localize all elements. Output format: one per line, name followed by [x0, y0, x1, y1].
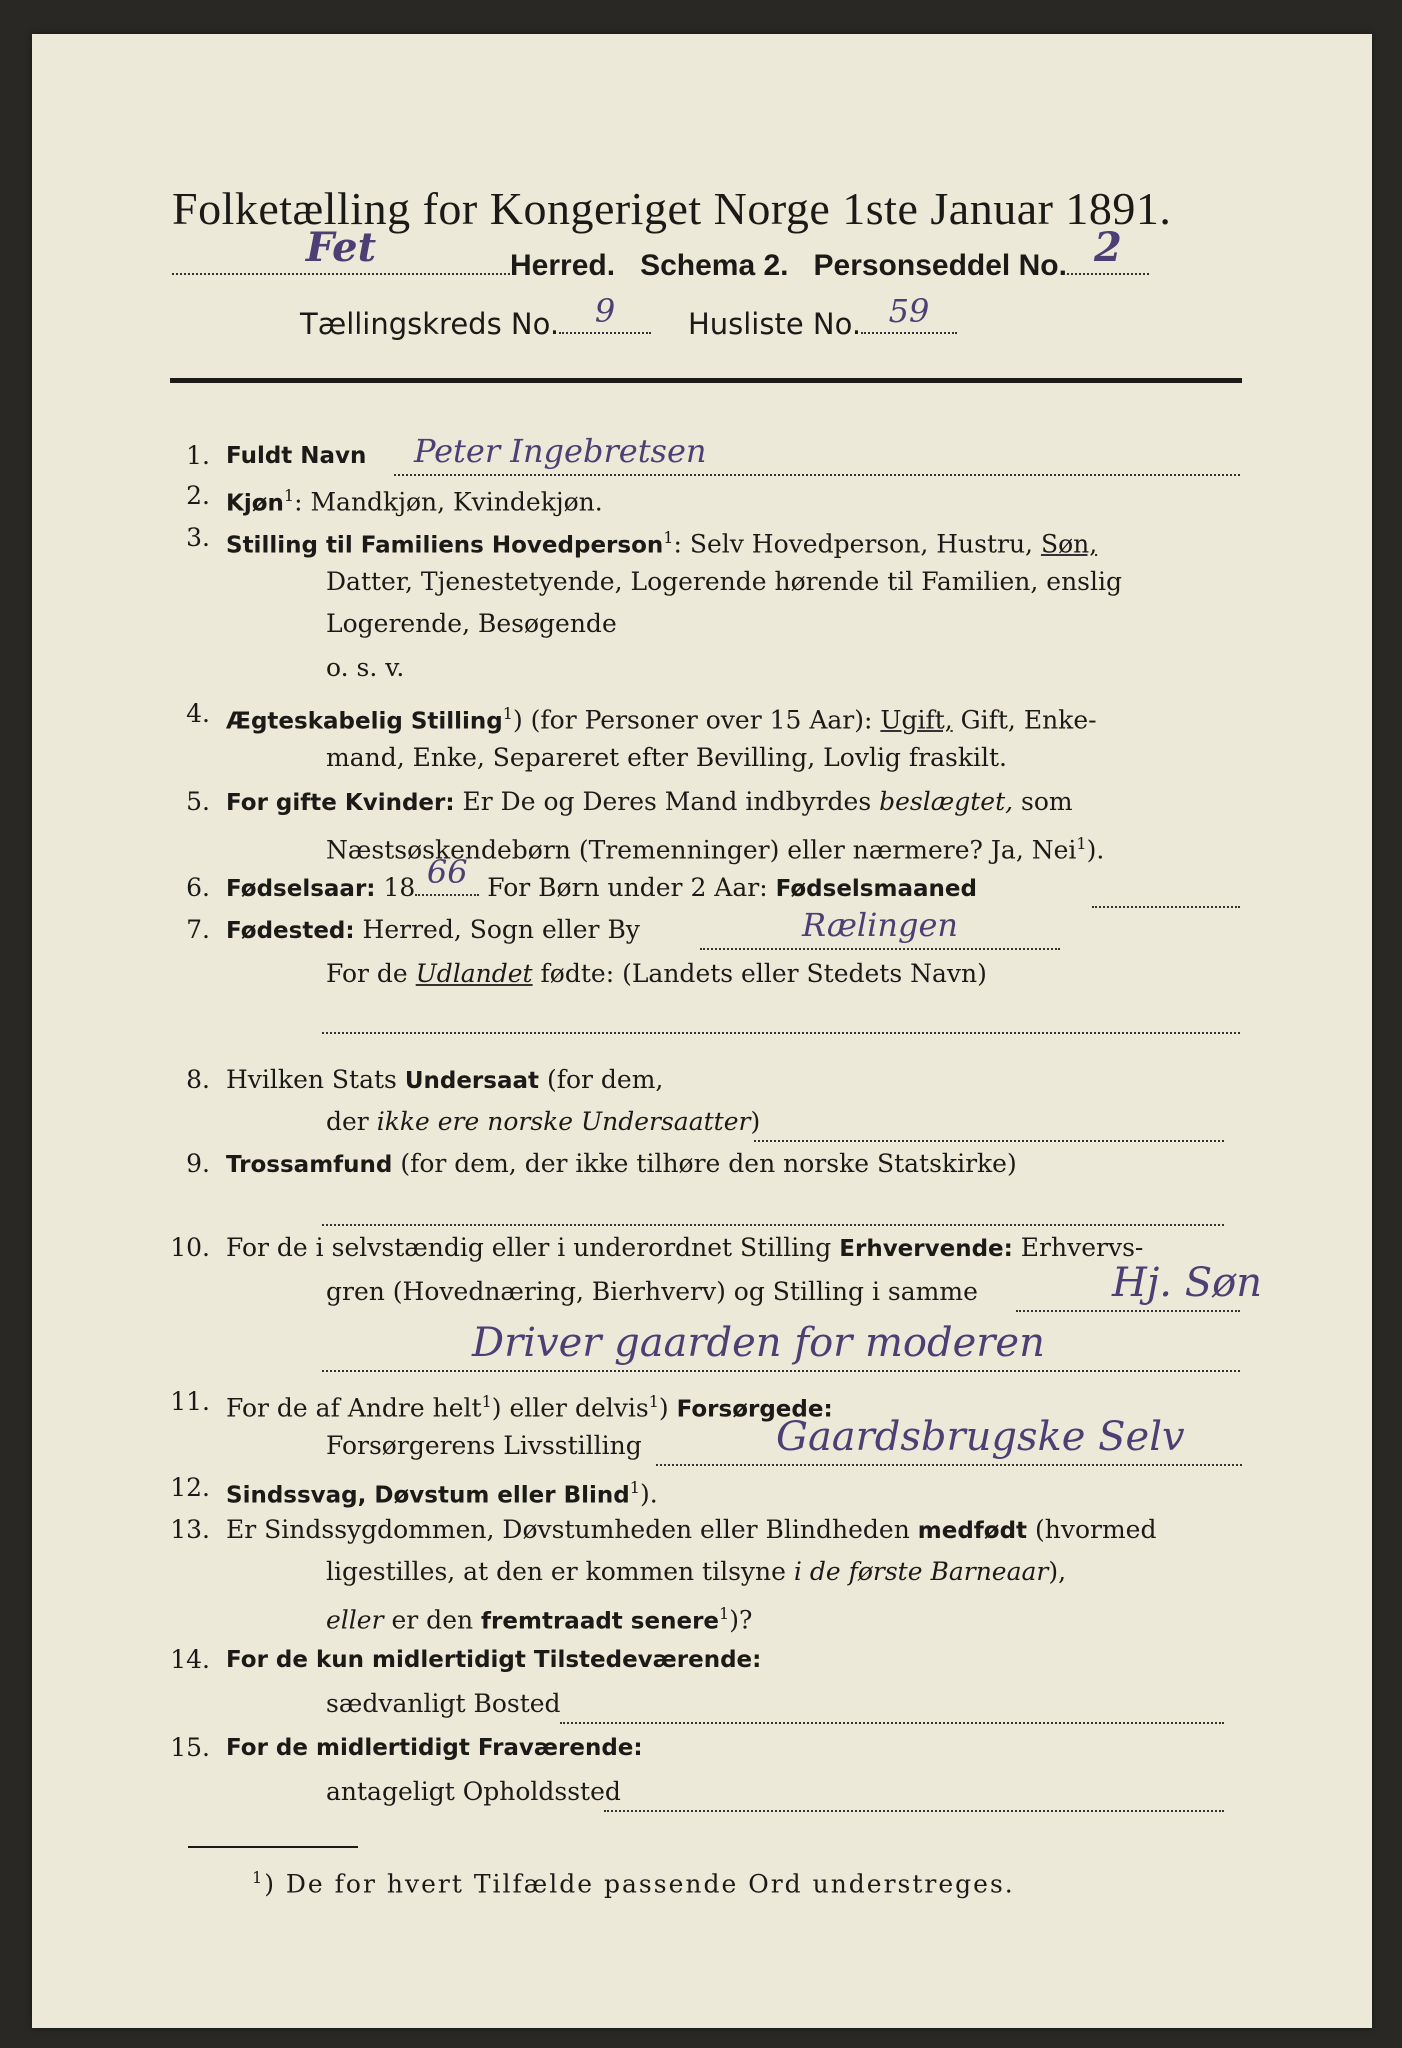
item-text: Er De og Deres Mand indbyrdes	[454, 787, 880, 816]
item-label: Fødselsmaaned	[775, 876, 977, 902]
item-text: ).	[639, 1479, 658, 1509]
personseddel-field	[1067, 224, 1149, 275]
item-number: 12.	[170, 1473, 210, 1502]
kreds-label: Tællingskreds No.	[300, 307, 560, 342]
superscript: 1	[252, 1868, 265, 1887]
item-3-line-2: Datter, Tjenestetyende, Logerende hørende til Familien, enslig	[326, 567, 1123, 596]
item-label: Sindssvag, Døvstum eller Blind	[226, 1482, 630, 1509]
item-text: For de af Andre helt	[226, 1393, 482, 1423]
item-text: der	[326, 1107, 377, 1136]
birth-month-field	[1092, 870, 1240, 908]
item-8-line-2	[326, 1102, 760, 1142]
item-text: ligestilles, at den er kommen tilsyne	[326, 1557, 794, 1586]
item-text: For de i selvstændig eller i underordnet Stilling	[226, 1233, 840, 1262]
item-text: er den	[383, 1605, 482, 1635]
item-label: Forsørgede:	[676, 1396, 833, 1423]
item-text-italic: eller	[326, 1605, 384, 1635]
name-field	[394, 432, 1240, 476]
superscript: 1	[481, 1392, 492, 1411]
item-number: 3.	[186, 523, 210, 552]
item-number: 2.	[186, 481, 210, 510]
usual-residence-field	[560, 1686, 1224, 1724]
item-text: ) (for Personer over 15 Aar):	[512, 705, 881, 735]
superscript: 1	[1076, 834, 1087, 853]
footnote-text: ) De for hvert Tilfælde passende Ord understreges.	[264, 1869, 1015, 1899]
item-5-line-2: Næstsøskendebørn (Tremenninger) eller nærmere? Ja, Nei$^1$).	[326, 834, 1105, 865]
item-text: Er Sindssygdommen, Døvstumheden eller Blindheden	[226, 1515, 918, 1544]
item-text: Gift, Enke-	[952, 705, 1097, 735]
item-text: For Børn under 2 Aar:	[479, 873, 776, 902]
item-text: (for dem,	[539, 1065, 664, 1094]
underlined-option: Ugift,	[880, 705, 953, 735]
item-number: 8.	[186, 1065, 210, 1094]
item-text: som	[1013, 787, 1073, 816]
item-number: 14.	[170, 1645, 210, 1674]
superscript: 1	[502, 704, 513, 723]
item-3-line-3: Logerende, Besøgende	[326, 609, 617, 638]
item-text-italic: i de første Barneaar	[793, 1557, 1049, 1586]
herred-field	[172, 224, 510, 275]
item-label: Kjøn	[226, 490, 284, 517]
census-form: Folketælling for Kongeriget Norge 1ste Januar 1891. Fet Herred. Schema 2. Personseddel No. 2 Tællingskreds No. 9 Husliste No. 59 1. Fuldt Navn Peter Ingebretsen 2. Kjøn$^1$: Mandkjøn, Kvindekjøn. 3. Stilling til Familiens Hovedperson$^1$: Selv Hovedperson, Hustru, Søn, Datter, Tjenestetyende, Logerende hørende til Familien, enslig Logerende, Besøgende o. s. v. 4. Ægteskabelig Stilling$^1$) (for Personer over 15 Aar): Ugift, Gift, Enke- mand, Enke, Separeret efter Bevilling, Lovlig fraskilt. 5. For gifte Kvinder: Er De og Deres Mand indbyrdes beslægtet, som Næstsøskendebørn (Tremenninger) eller nærmere? Ja, Nei$^1$). 6. Fødselsaar: 18 66 For Børn under 2 Aar: Fødselsmaaned 7. Fødested: Herred, Sogn eller By Rælingen For de Udlandet fødte: (Landets eller Stedets Navn) 8. Hvilken Stats Undersaat (for dem, der ikke ere norske Undersaatter) 9. Trossamfund (for dem, der ikke tilhøre den norske Statskirke) 10. For de i selvstændig eller i underordnet Stilling Erhvervende: Erhvervs- gren (Hovednæring, Bierhverv) og Stilling i samme Hj. Søn Driver gaarden for moderen 11. For de af Andre helt$^1$) eller delvis$^1$) Forsørgede: Forsørgerens Livsstilling Gaardsbrugske Selv 12. Sindssvag, Døvstum eller Blind$^1$). 13. Er Sindssygdommen, Døvstumheden eller Blindheden medfødt (hvormed ligestilles, at den er kommen tilsyne i de første Barneaar), eller er den fremtraadt senere$^1$)? 14. For de kun midlertidigt Tilstedeværende: sædvanligt Bosted 15. For de midlertidigt Fraværende: antageligt Opholdssted $^1$) De for hvert Tilfælde passende Ord understreges.	[32, 34, 1372, 2028]
husliste-field	[861, 292, 957, 334]
provider-value: Gaardsbrugske Selv	[776, 1414, 1185, 1460]
footnote-divider	[188, 1846, 358, 1848]
item-label: For de midlertidigt Fraværende:	[226, 1735, 643, 1761]
personseddel-value: 2	[1093, 224, 1122, 271]
foreign-birthplace-field	[322, 996, 1240, 1034]
kreds-field	[559, 292, 651, 334]
item-number: 6.	[186, 873, 210, 902]
item-label: Undersaat	[404, 1068, 539, 1094]
birthplace-field	[700, 906, 1060, 950]
item-text: Erhvervs-	[1012, 1233, 1144, 1262]
item-4-line-2: mand, Enke, Separeret efter Bevilling, Lovlig fraskilt.	[326, 743, 1007, 772]
item-label: medfødt	[917, 1518, 1028, 1544]
herred-value: Fet	[305, 224, 377, 271]
item-label: For gifte Kvinder:	[226, 790, 455, 816]
occupation-value-1: Hj. Søn	[1112, 1260, 1262, 1306]
item-text: Herred, Sogn eller By	[354, 915, 640, 944]
item-label: For de kun midlertidigt Tilstedeværende:	[226, 1647, 762, 1673]
footnote	[252, 1868, 1015, 1898]
occupation-field-2	[322, 1320, 1240, 1372]
birthplace-value: Rælingen	[801, 906, 958, 944]
item-label: Ægteskabelig Stilling	[226, 708, 503, 735]
item-14-line-2: sædvanligt Bosted	[326, 1689, 561, 1718]
item-number: 11.	[170, 1387, 210, 1416]
header-line-2	[300, 292, 957, 342]
item-label: Fødested:	[226, 918, 355, 944]
occupation-field-1	[1016, 1260, 1262, 1312]
item-number: 7.	[186, 915, 210, 944]
item-label: Stilling til Familiens Hovedperson	[226, 532, 664, 559]
superscript: 1	[648, 1392, 659, 1411]
item-label: Fødselsaar:	[226, 876, 376, 902]
schema-label: Schema 2.	[640, 249, 789, 282]
item-label: Erhvervende:	[839, 1236, 1013, 1262]
provider-field	[656, 1414, 1242, 1466]
item-text: fødte: (Landets eller Stedets Navn)	[532, 959, 987, 988]
superscript: 1	[629, 1478, 640, 1497]
item-number: 1.	[186, 441, 210, 470]
current-location-field	[604, 1774, 1224, 1812]
husliste-value: 59	[888, 292, 930, 331]
item-label: Trossamfund	[226, 1152, 393, 1178]
item-number: 9.	[186, 1149, 210, 1178]
item-label: fremtraadt senere	[481, 1608, 720, 1635]
item-text: )?	[729, 1605, 753, 1635]
item-number: 15.	[170, 1733, 210, 1762]
item-text-italic: Udlandet	[415, 959, 533, 988]
birth-year-value: 66	[426, 853, 468, 891]
religion-field	[322, 1188, 1224, 1226]
item-11-line-2: Forsørgerens Livsstilling	[326, 1431, 642, 1460]
item-number: 13.	[170, 1515, 210, 1544]
item-text: Hvilken Stats	[226, 1065, 405, 1094]
birth-year-field	[415, 853, 479, 896]
item-13-line-2	[326, 1552, 1066, 1592]
item-text-italic: ikke ere norske Undersaatter	[376, 1107, 751, 1136]
item-text: : Mandkjøn, Kvindekjøn.	[294, 487, 603, 517]
header-line-1	[172, 224, 1149, 283]
name-value: Peter Ingebretsen	[414, 432, 707, 470]
underlined-option: Søn,	[1040, 529, 1098, 559]
year-prefix: 18	[375, 873, 416, 902]
item-text: : Selv Hovedperson, Hustru,	[673, 529, 1041, 559]
husliste-label: Husliste No.	[687, 307, 862, 342]
item-text: ) eller delvis	[491, 1393, 649, 1423]
item-text-italic: beslægtet,	[879, 787, 1014, 816]
personseddel-label: Personseddel No.	[813, 249, 1067, 282]
item-10-line-2: gren (Hovednæring, Bierhverv) og Stilling i samme	[326, 1277, 978, 1306]
item-text: (hvormed	[1027, 1515, 1157, 1544]
item-number: 10.	[170, 1233, 210, 1262]
superscript: 1	[719, 1604, 730, 1623]
item-text: (for dem, der ikke tilhøre den norske Statskirke)	[392, 1149, 1017, 1178]
form-title: Folketælling for Kongeriget Norge 1ste Januar 1891.	[172, 183, 1172, 234]
kreds-value: 9	[594, 292, 616, 331]
item-label: Fuldt Navn	[226, 443, 367, 469]
item-text: For de	[326, 959, 416, 988]
item-15-line-2: antageligt Opholdssted	[326, 1777, 621, 1806]
superscript: 1	[283, 486, 295, 505]
item-number: 4.	[186, 699, 210, 728]
item-text: )	[750, 1107, 761, 1136]
herred-label: Herred.	[510, 249, 616, 282]
item-text: ),	[1048, 1557, 1067, 1586]
superscript: 1	[663, 528, 674, 547]
nationality-field	[754, 1104, 1224, 1142]
item-number: 5.	[186, 787, 210, 816]
header-divider	[170, 378, 1242, 383]
occupation-value-2: Driver gaarden for moderen	[472, 1320, 1045, 1366]
item-13-line-3	[326, 1594, 752, 1641]
item-7-line-2	[326, 954, 987, 994]
item-text: Næstsøskendebørn (Tremenninger) eller nærmere? Ja, Nei	[326, 835, 1077, 865]
item-3-line-4: o. s. v.	[326, 653, 405, 682]
